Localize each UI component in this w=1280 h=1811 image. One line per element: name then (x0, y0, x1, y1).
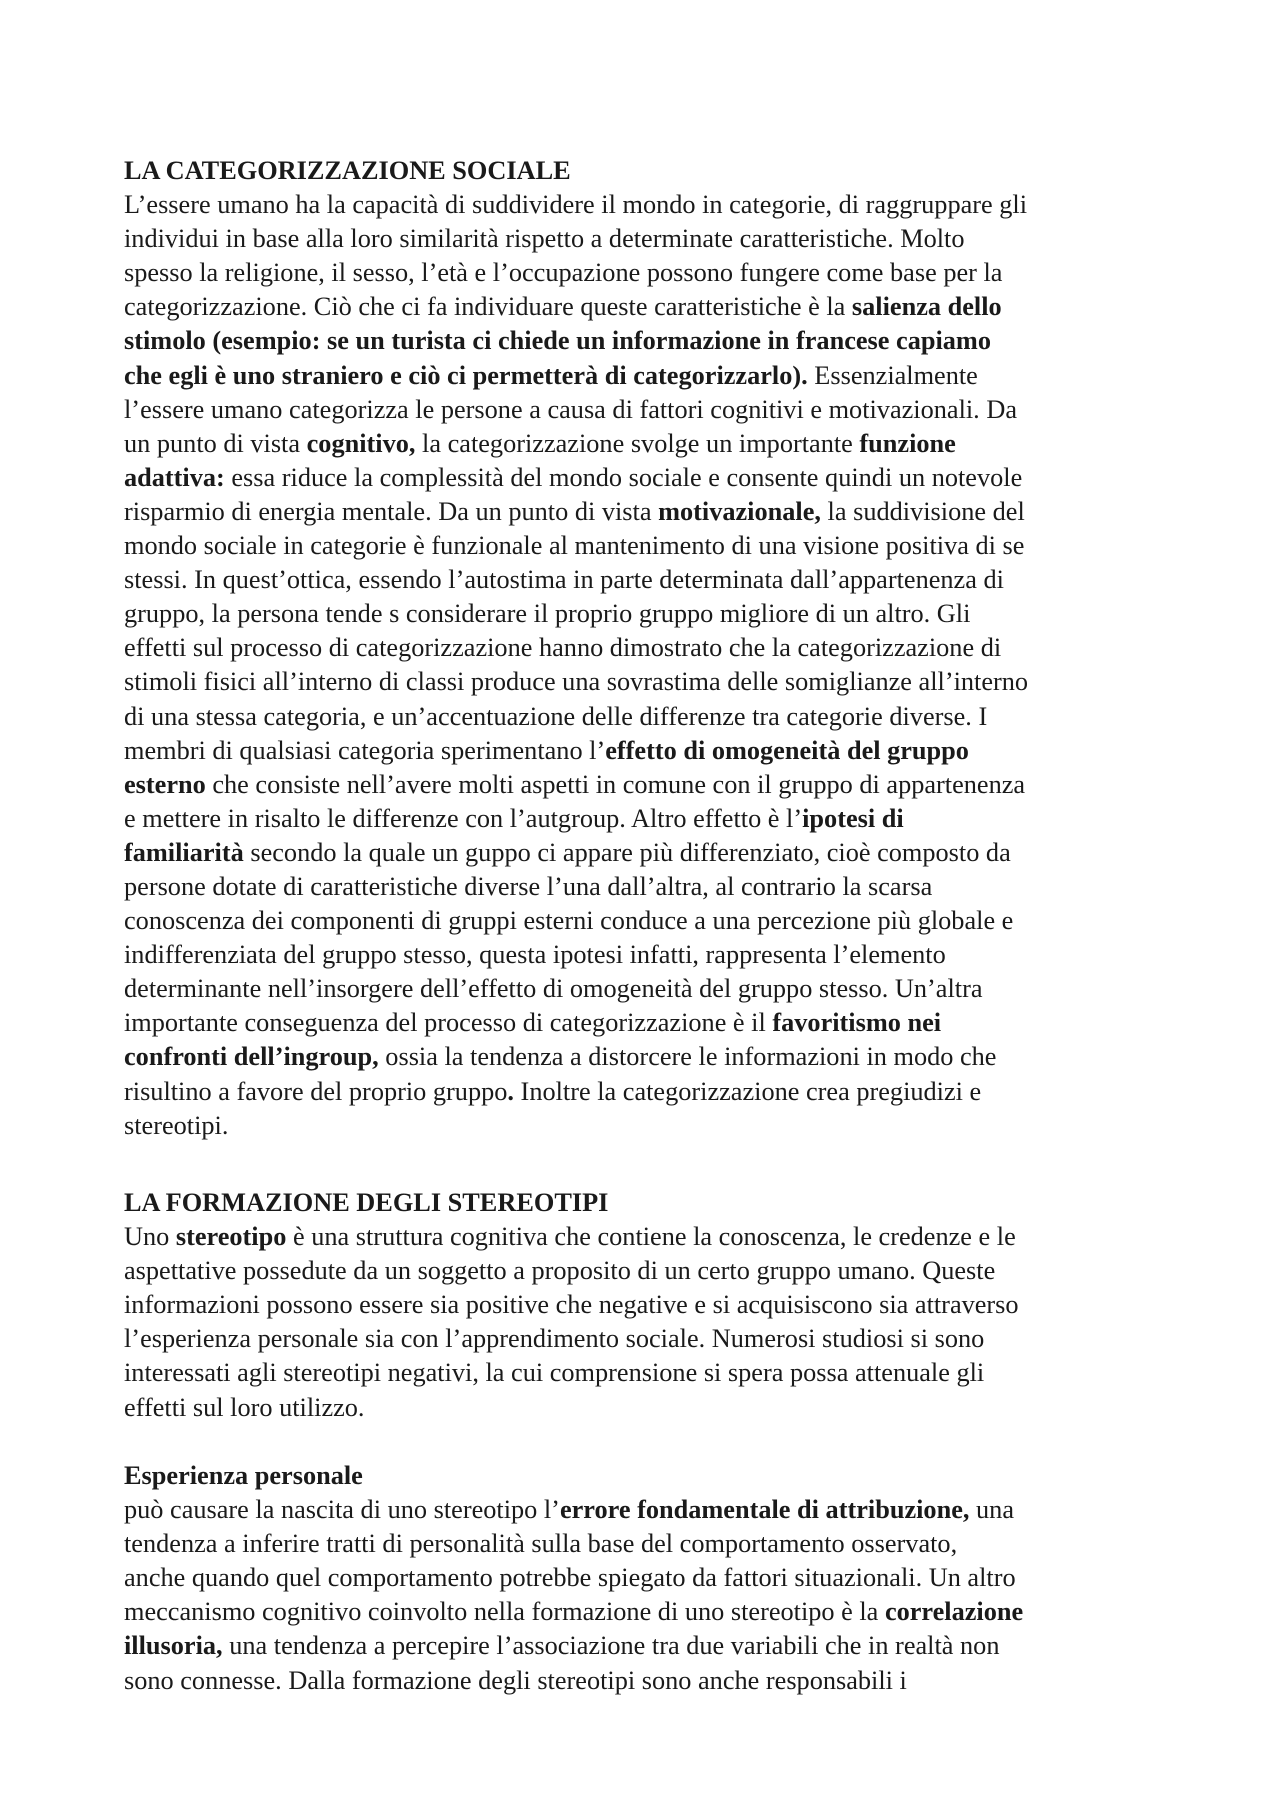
text-line (124, 563, 1164, 597)
subsection-heading: Esperienza personale (124, 1461, 363, 1490)
bold-text: favoritismo nei (772, 1008, 942, 1038)
text-run: Inoltre la categorizzazione crea pregiudizi e (513, 1076, 982, 1106)
text-line (124, 1254, 1164, 1288)
text-line (124, 836, 1164, 870)
section-body (124, 1220, 1164, 1425)
text-line (124, 1595, 1164, 1629)
text-line (124, 461, 1164, 495)
text-run: individui in base alla loro similarità rispetto a determinate caratteristiche. Molto (124, 224, 965, 254)
text-run: interessati agli stereotipi negativi, la cui comprensione si spera possa attenuale gli (124, 1358, 985, 1388)
text-line (124, 938, 1164, 972)
text-run: tendenza a inferire tratti di personalità sulla base del comportamento osservato, (124, 1529, 958, 1559)
text-line (124, 1075, 1164, 1109)
text-run: meccanismo cognitivo coinvolto nella formazione di uno stereotipo è la (124, 1597, 885, 1627)
text-run: effetti sul processo di categorizzazione hanno dimostrato che la categorizzazione di (124, 633, 1002, 663)
text-line (124, 529, 1164, 563)
text-run: aspettative possedute da un soggetto a proposito di un certo gruppo umano. Queste (124, 1256, 996, 1286)
text-run: effetti sul loro utilizzo. (124, 1392, 365, 1422)
bold-text: adattiva: (124, 462, 225, 492)
text-run: anche quando quel comportamento potrebbe spiegato da fattori situazionali. Un altro (124, 1563, 1016, 1593)
text-run: stimoli fisici all’interno di classi produce una sovrastima delle somiglianze all’interno (124, 667, 1029, 697)
text-run: conoscenza dei componenti di gruppi esterni conduce a una percezione più globale e (124, 906, 1014, 936)
bold-text: errore fondamentale di attribuzione, (559, 1495, 970, 1525)
bold-text: . (507, 1076, 514, 1106)
section-esperienza (124, 1459, 1164, 1698)
text-line (124, 1220, 1164, 1254)
text-run: stereotipi. (124, 1110, 229, 1140)
bold-text: effetto di omogeneità del gruppo (605, 735, 969, 765)
text-line (124, 904, 1164, 938)
text-run: L’essere umano ha la capacità di suddividere il mondo in categorie, di raggruppare gli (124, 190, 1028, 220)
text-line (124, 768, 1164, 802)
text-run: spesso la religione, il sesso, l’età e l’occupazione possono fungere come base per la (124, 258, 1003, 288)
text-run: è una struttura cognitiva che contiene la conoscenza, le credenze e le (286, 1222, 1016, 1252)
text-line (124, 495, 1164, 529)
text-run: l’essere umano categorizza le persone a causa di fattori cognitivi e motivazionali. Da (124, 394, 1017, 424)
section-heading: LA CATEGORIZZAZIONE SOCIALE (124, 156, 571, 185)
text-run: sono connesse. Dalla formazione degli stereotipi sono anche responsabili i (124, 1665, 907, 1695)
text-line (124, 256, 1164, 290)
text-line (124, 1629, 1164, 1663)
text-run: stessi. In quest’ottica, essendo l’autostima in parte determinata dall’appartenenza di (124, 565, 1004, 595)
section-body (124, 188, 1164, 1143)
text-run: mondo sociale in categorie è funzionale al mantenimento di una visione positiva di se (124, 531, 1025, 561)
bold-text: esterno (124, 769, 206, 799)
section-body (124, 1493, 1164, 1698)
text-line (124, 631, 1164, 665)
text-line (124, 188, 1164, 222)
bold-text: illusoria, (124, 1631, 223, 1661)
text-run: una (969, 1495, 1014, 1525)
text-line (124, 290, 1164, 324)
text-run: membri di qualsiasi categoria sperimentano l’ (124, 735, 606, 765)
text-line (124, 1493, 1164, 1527)
bold-text: ipotesi di (802, 803, 904, 833)
text-line (124, 1527, 1164, 1561)
text-run: l’esperienza personale sia con l’apprendimento sociale. Numerosi studiosi si sono (124, 1324, 985, 1354)
text-line (124, 1664, 1164, 1698)
text-line (124, 972, 1164, 1006)
bold-text: funzione (859, 428, 956, 458)
bold-text: salienza dello (851, 292, 1002, 322)
text-run: determinante nell’insorgere dell’effetto di omogeneità del gruppo stesso. Un’altra (124, 974, 983, 1004)
bold-text: correlazione (884, 1597, 1024, 1627)
text-run: risultino a favore del proprio gruppo (124, 1076, 508, 1106)
section-stereotipi (124, 1186, 1164, 1425)
text-run: gruppo, la persona tende s considerare il proprio gruppo migliore di un altro. Gli (124, 599, 971, 629)
text-line (124, 222, 1164, 256)
text-run: risparmio di energia mentale. Da un punto di vista (124, 496, 659, 526)
text-line (124, 734, 1164, 768)
text-run: indifferenziata del gruppo stesso, questa ipotesi infatti, rappresenta l’elemento (124, 940, 946, 970)
text-run: una tendenza a percepire l’associazione tra due variabili che in realtà non (222, 1631, 1000, 1661)
text-run: ossia la tendenza a distorcere le informazioni in modo che (378, 1042, 997, 1072)
text-line (124, 359, 1164, 393)
text-run: categorizzazione. Ciò che ci fa individuare queste caratteristiche è la (124, 292, 852, 322)
text-run: secondo la quale un guppo ci appare più differenziato, cioè composto da (243, 837, 1011, 867)
text-line (124, 324, 1164, 358)
section-categorizzazione (124, 154, 1164, 1143)
text-run: un punto di vista (124, 428, 307, 458)
text-line (124, 665, 1164, 699)
text-run: la suddivisione del (820, 496, 1025, 526)
text-line (124, 1040, 1164, 1074)
section-heading: LA FORMAZIONE DEGLI STEREOTIPI (124, 1188, 609, 1217)
text-run: Uno (124, 1222, 176, 1252)
text-line (124, 1356, 1164, 1390)
text-run: di una stessa categoria, e un’accentuazione delle differenze tra categorie diverse. I (124, 701, 988, 731)
text-line (124, 1561, 1164, 1595)
text-line (124, 802, 1164, 836)
text-run: e mettere in risalto le differenze con l’autgroup. Altro effetto è l’ (124, 803, 803, 833)
text-run: informazioni possono essere sia positive che negative e si acquisiscono sia attraverso (124, 1290, 1019, 1320)
bold-text: familiarità (124, 837, 244, 867)
text-run: importante conseguenza del processo di categorizzazione è il (124, 1008, 773, 1038)
text-line (124, 1288, 1164, 1322)
text-line (124, 1109, 1164, 1143)
text-line (124, 427, 1164, 461)
text-line (124, 1006, 1164, 1040)
bold-text: motivazionale, (658, 496, 821, 526)
bold-text: stereotipo (175, 1222, 287, 1252)
text-line (124, 597, 1164, 631)
text-run: essa riduce la complessità del mondo sociale e consente quindi un notevole (224, 462, 1023, 492)
bold-text: confronti dell’ingroup, (124, 1042, 379, 1072)
text-run: persone dotate di caratteristiche diverse l’una dall’altra, al contrario la scarsa (124, 871, 933, 901)
text-run: può causare la nascita di uno stereotipo l’ (124, 1495, 560, 1525)
text-run: Essenzialmente (807, 360, 978, 390)
text-line (124, 1322, 1164, 1356)
bold-text: che egli è uno straniero e ciò ci permetterà di categorizzarlo). (124, 360, 808, 390)
text-run: che consiste nell’avere molti aspetti in comune con il gruppo di appartenenza (205, 769, 1026, 799)
text-run: la categorizzazione svolge un importante (415, 428, 860, 458)
bold-text: stimolo (esempio: se un turista ci chiede un informazione in francese capiamo (124, 326, 991, 356)
text-line (124, 700, 1164, 734)
bold-text: cognitivo, (306, 428, 416, 458)
text-line (124, 393, 1164, 427)
text-line (124, 870, 1164, 904)
text-line (124, 1391, 1164, 1425)
